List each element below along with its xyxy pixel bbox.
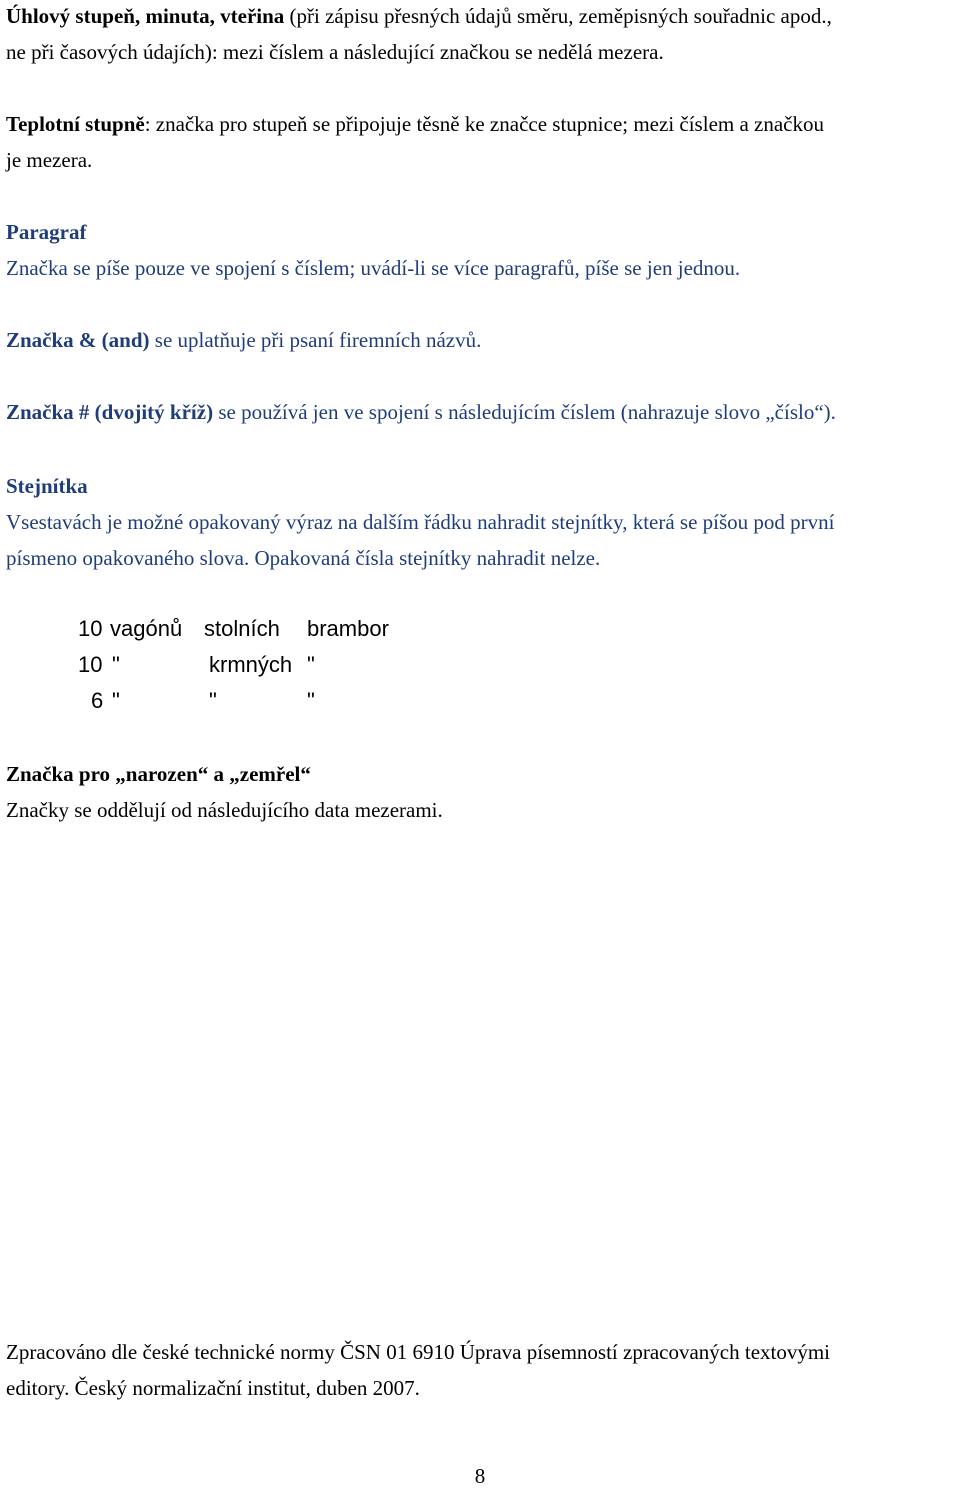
page-number: 8 <box>474 1464 486 1488</box>
angle-units-heading: Úhlový stupeň, minuta, vteřina <box>6 4 285 28</box>
example-cell: " <box>307 688 315 713</box>
temperature-text: : značka pro stupeň se připojuje těsně ke značce stupnice; mezi číslem a značkou <box>144 112 825 136</box>
angle-units-text: (při zápisu přesných údajů směru, zeměpisných souřadnic apod., <box>284 4 832 28</box>
stejnitka-heading: Stejnítka <box>6 474 88 498</box>
example-cell: 10 <box>78 652 103 677</box>
paragraf-text: Značka se píše pouze ve spojení s číslem; uvádí-li se více paragrafů, píše se jen jednou. <box>6 256 741 280</box>
and-sign-text: se uplatňuje při psaní firemních názvů. <box>149 328 482 352</box>
example-cell: " <box>112 688 120 713</box>
example-cell: stolních <box>204 616 280 641</box>
paragraf-heading: Paragraf <box>6 220 87 244</box>
temperature-line2: je mezera. <box>6 148 93 172</box>
source-line2: editory. Český normalizační institut, duben 2007. <box>6 1376 420 1400</box>
hash-sign-line <box>6 400 836 425</box>
and-sign-line <box>6 328 481 353</box>
temperature-line1 <box>6 112 824 137</box>
example-cell: " <box>112 652 120 677</box>
stejnitka-line2: písmeno opakovaného slova. Opakovaná čísla stejnítky nahradit nelze. <box>6 546 601 570</box>
stejnitka-line1: Vsestavách je možné opakovaný výraz na dalším řádku nahradit stejnítky, která se píšou pod první <box>6 510 835 534</box>
hash-sign-heading: Značka # (dvojitý kříž) <box>6 400 214 424</box>
birth-death-heading: Značka pro „narozen“ a „zemřel“ <box>6 762 311 786</box>
example-cell: vagónů <box>110 616 183 641</box>
example-cell: " <box>307 652 315 677</box>
example-cell: " <box>209 688 217 713</box>
temperature-heading: Teplotní stupně <box>6 112 145 136</box>
birth-death-text: Značky se oddělují od následujícího data mezerami. <box>6 798 443 822</box>
example-cell: 6 <box>91 688 104 713</box>
angle-units-line1 <box>6 4 832 29</box>
and-sign-heading: Značka & (and) <box>6 328 150 352</box>
example-cell: krmných <box>209 652 293 677</box>
source-line1: Zpracováno dle české technické normy ČSN 01 6910 Úprava písemností zpracovaných textovými <box>6 1340 831 1364</box>
example-cell: brambor <box>307 616 389 641</box>
angle-units-line2: ne při časových údajích): mezi číslem a následující značkou se nedělá mezera. <box>6 40 664 64</box>
hash-sign-text: se používá jen ve spojení s následujícím číslem (nahrazuje slovo „číslo“). <box>213 400 836 424</box>
example-cell: 10 <box>78 616 103 641</box>
